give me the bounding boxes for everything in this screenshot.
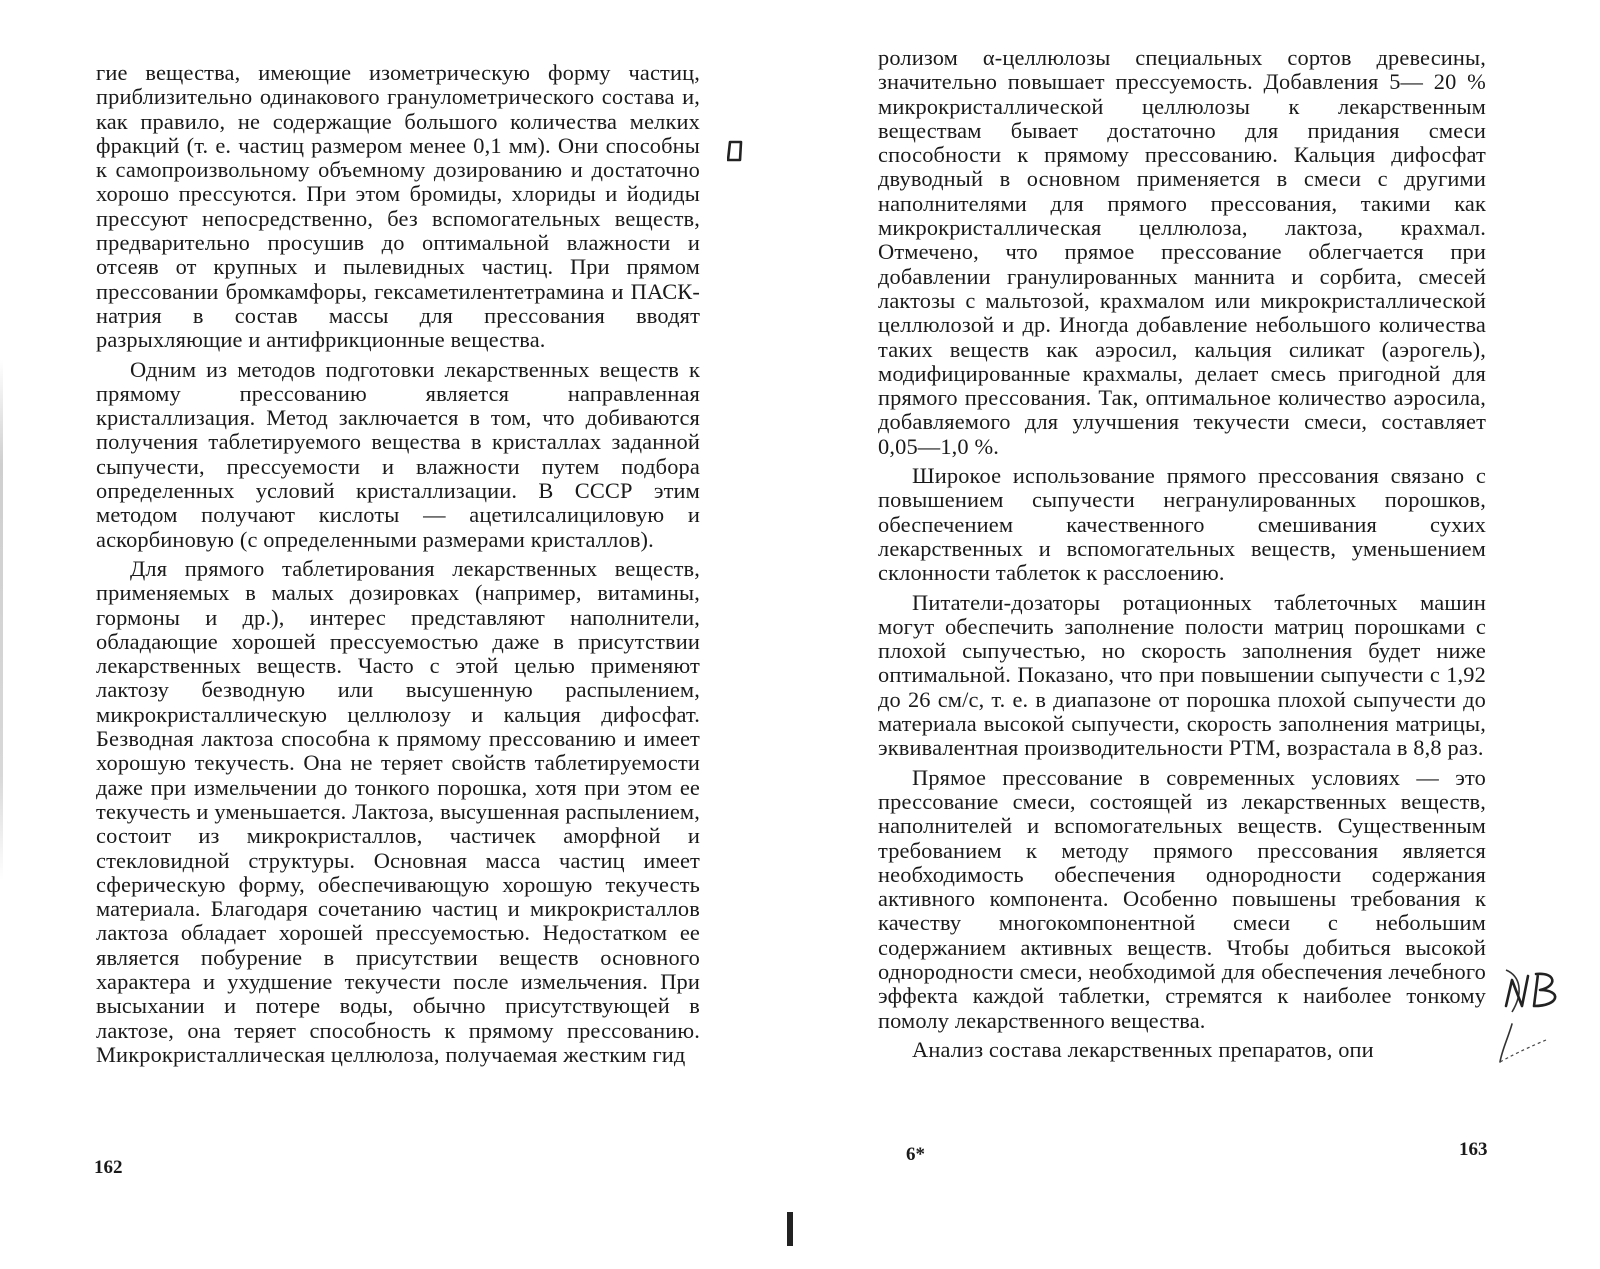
paragraph: Анализ состава лекарственных препаратов, опи: [912, 1036, 1374, 1062]
paragraph: Для прямого таблетирования лекарственных веществ, применяемых в малых дозировках (например, витамины, гормоны и др.), интерес представляют наполнители, обладающие хорошей прессуемостью даже в присутствии лекарственных веществ. Часто с этой целью применяют лактозу безводную или высушенную распылением, микрокристаллическую целлюлозу и кальция дифосфат. Безводная лактоза способна к прямому прессованию и имеет хорошую текучесть. Она не теряет свойств таблетируемости даже при измельчении до тонкого порошка, хотя при этом ее текучесть и уменьшается. Лактоза, высушенная распылением, состоит из микрокристаллов, частичек аморфной и стекловидной структуры. Основная масса частиц имеет сферическую форму, обеспечивающую хорошую текучесть материала. Благодаря сочетанию частиц и микрокристаллов лактоза обладает хорошей прессуемостью. Недостатком ее является побурение в присутствии веществ основного характера и ухудшение текучести после измельчения. При высыхании и потере воды, обычно присутствующей в лактозе, она теряет способность к прямому прессованию. Микрокристаллическая целлюлоза, получаемая жестким гид: [96, 555, 700, 1067]
margin-checkbox-mark-icon: [727, 140, 743, 162]
paragraph: ролизом α-целлюлозы специальных сортов древесины, значительно повышает прессуемость. Добавления 5— 20 % микрокристаллической целлюлозы к лекарственным веществам бывает достаточно для придания смеси способности к прямому прессованию. Кальция дифосфат двуводный в основном применяется в смеси с другими наполнителями для прямого прессования, такими как микрокристаллическая целлюлоза, лактоза, крахмал. Отмечено, что прямое прессование облегчается при добавлении гранулированных маннита и сорбита, смесей лактозы с мальтозой, крахмалом или микрокристаллической целлюлозой и др. Иногда добавление небольшого количества таких веществ как аэросил, кальция силикат (аэрогель), модифицированные крахмалы, делает смесь пригодной для прямого прессования. Так, оптимальное количество аэросила, добавляемого для улучшения текучести смеси, составляет 0,05—1,0 %.: [878, 45, 1486, 459]
paragraph: Прямое прессование в современных условиях — это прессование смеси, состоящей из лекарственных веществ, наполнителей и вспомогательных веществ. Существенным требованием к методу прямого прессования является необходимость обеспечения однородности содержания активного компонента. Особенно повышены требования к качеству многокомпонентной смеси с небольшим содержанием активных веществ. Чтобы добиться высокой однородности смеси, необходимой для обеспечения лечебного эффекта каждой таблетки, стремятся к наиболее тонкому помолу лекарственного вещества.: [878, 764, 1486, 1033]
handwritten-nb-note-icon: [1498, 966, 1578, 1078]
signature-mark: 6*: [906, 1144, 925, 1165]
paragraph: гие вещества, имеющие изометрическую форму частиц, приблизительно одинакового гранулометрического состава и, как правило, не содержащие большого количества мелких фракций (т. е. частиц размером менее 0,1 мм). Они способны к самопроизвольному объемному дозированию и достаточно хорошо прессуются. При этом бромиды, хлориды и йодиды прессуют непосредственно, без вспомогательных веществ, предварительно просушив до оптимальной влажности и отсеяв от крупных и пылевидных частиц. При прямом прессовании бромкамфоры, гексаметилентетрамина и ПАСК-натрия в состав массы для прессования вводят разрыхляющие и антифрикционные вещества.: [96, 60, 700, 353]
left-page-text: [96, 61, 700, 1072]
paragraph: Одним из методов подготовки лекарственных веществ к прямому прессованию является направленная кристаллизация. Метод заключается в том, что добиваются получения таблетируемого вещества в кристаллах заданной сыпучести, прессуемости и влажности путем подбора определенных условий кристаллизации. В СССР этим методом получают кислоты — ацетилсалициловую и аскорбиновую (с определенными размерами кристаллов).: [96, 356, 700, 552]
paragraph: Питатели-дозаторы ротационных таблеточных машин могут обеспечить заполнение полости матриц порошками с плохой сыпучестью, но скорость заполнения будет ниже оптимальной. Показано, что при повышении сыпучести с 1,92 до 26 см/с, т. е. в диапазоне от порошка плохой сыпучести до материала высокой сыпучести, скорость заполнения матрицы, эквивалентная производительности РТМ, возрастала в 8,8 раз.: [878, 589, 1486, 761]
right-page: [800, 0, 1600, 1269]
paragraph: Широкое использование прямого прессования связано с повышением сыпучести негранулированных порошков, обеспечением качественного смешивания сухих лекарственных и вспомогательных веществ, уменьшением склонности таблеток к расслоению.: [878, 463, 1486, 586]
page-number-left: 162: [94, 1157, 123, 1178]
right-page-text: [878, 46, 1486, 1067]
page-number-right: 163: [1459, 1139, 1488, 1160]
binding-mark: [787, 1212, 793, 1246]
